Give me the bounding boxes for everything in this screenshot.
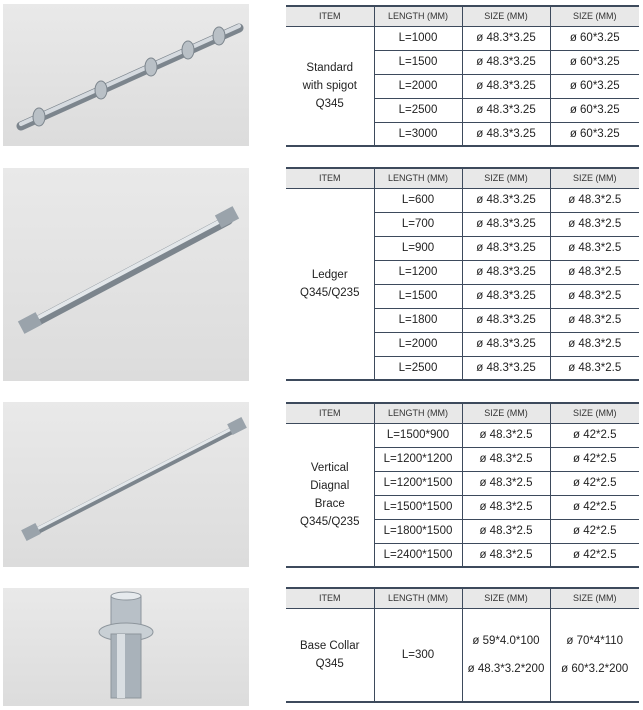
header-item: ITEM [286,168,374,188]
size-line: ø 59*4.0*100 [472,634,540,647]
item-name-line: Diagnal [310,479,350,492]
item-name-line: Base Collar [300,639,360,652]
length-cell: L=1500*1500 [374,495,462,519]
item-name-line: Q345/Q235 [300,286,360,299]
item-name-line: Standard [306,61,354,74]
standard-photo [3,4,249,146]
size2-cell: ø 42*2.5 [550,447,639,471]
size1-cell: ø 48.3*3.25 [462,74,550,98]
length-cell: L=1500 [374,284,462,308]
size1-cell: ø 48.3*3.25 [462,260,550,284]
length-cell: L=1500*900 [374,423,462,447]
size2-cell: ø 48.3*2.5 [550,212,639,236]
size2-cell: ø 48.3*2.5 [550,356,639,380]
table-header-row [286,6,639,26]
size2-cell: ø 48.3*2.5 [550,284,639,308]
standard-spec-table [286,5,639,147]
item-name-line: Vertical [310,461,349,474]
size2-cell: ø 48.3*2.5 [550,308,639,332]
vertical-diagnal-brace-photo [3,402,249,567]
length-cell: L=1200 [374,260,462,284]
length-cell: L=1800 [374,308,462,332]
size1-cell: ø 48.3*3.25 [462,26,550,50]
size1-cell: ø 48.3*2.5 [462,519,550,543]
item-name-cell [286,188,374,380]
header-item: ITEM [286,6,374,26]
size2-cell [550,608,639,702]
length-cell: L=2500 [374,356,462,380]
item-name-line: Q345 [315,97,344,110]
vertical-diagnal-brace-spec-table [286,402,639,568]
size-line: ø 60*3.2*200 [561,662,629,675]
size2-cell: ø 60*3.25 [550,122,639,146]
size2-cell: ø 48.3*2.5 [550,260,639,284]
header-length: LENGTH (MM) [374,168,462,188]
size2-cell: ø 42*2.5 [550,471,639,495]
item-name-cell [286,423,374,567]
size1-cell: ø 48.3*3.25 [462,236,550,260]
item-name-cell [286,608,374,702]
table-header-row [286,403,639,423]
ledger-spec-table [286,167,639,381]
size1-cell: ø 48.3*2.5 [462,447,550,471]
header-size: SIZE (MM) [462,6,550,26]
header-size: SIZE (MM) [462,403,550,423]
length-cell: L=2400*1500 [374,543,462,567]
table-header-row [286,588,639,608]
header-item: ITEM [286,403,374,423]
table-row [286,423,639,447]
size1-cell: ø 48.3*3.25 [462,308,550,332]
ledger-photo [3,168,249,381]
length-cell: L=1200*1500 [374,471,462,495]
header-length: LENGTH (MM) [374,588,462,608]
size1-cell: ø 48.3*2.5 [462,423,550,447]
header-size: SIZE (MM) [550,588,639,608]
size2-cell: ø 42*2.5 [550,519,639,543]
size1-cell: ø 48.3*2.5 [462,471,550,495]
length-cell: L=1200*1200 [374,447,462,471]
header-length: LENGTH (MM) [374,403,462,423]
item-name-cell [286,26,374,146]
item-name-line: Q345/Q235 [300,515,360,528]
size1-cell [462,608,550,702]
size2-cell: ø 42*2.5 [550,543,639,567]
header-size: SIZE (MM) [550,403,639,423]
size1-cell: ø 48.3*2.5 [462,543,550,567]
size1-cell: ø 48.3*3.25 [462,284,550,308]
item-name-line: Brace [314,497,345,510]
base-collar-spec-table [286,587,639,703]
item-name-line: Q345 [315,657,344,670]
size2-cell: ø 48.3*2.5 [550,332,639,356]
item-name-line: with spigot [302,79,357,92]
length-cell: L=2500 [374,98,462,122]
size1-cell: ø 48.3*3.25 [462,50,550,74]
size2-cell: ø 42*2.5 [550,495,639,519]
header-size: SIZE (MM) [550,6,639,26]
length-cell: L=3000 [374,122,462,146]
length-cell: L=700 [374,212,462,236]
size1-cell: ø 48.3*3.25 [462,188,550,212]
length-cell: L=1000 [374,26,462,50]
table-row [286,26,639,50]
size1-cell: ø 48.3*2.5 [462,495,550,519]
item-name-line: Ledger [311,268,348,281]
header-size: SIZE (MM) [550,168,639,188]
size2-cell: ø 48.3*2.5 [550,236,639,260]
length-cell: L=600 [374,188,462,212]
length-cell: L=2000 [374,332,462,356]
size1-cell: ø 48.3*3.25 [462,212,550,236]
length-cell: L=2000 [374,74,462,98]
size2-cell: ø 60*3.25 [550,26,639,50]
size1-cell: ø 48.3*3.25 [462,122,550,146]
size2-cell: ø 60*3.25 [550,50,639,74]
size2-cell: ø 42*2.5 [550,423,639,447]
length-cell: L=1800*1500 [374,519,462,543]
size1-cell: ø 48.3*3.25 [462,356,550,380]
base-collar-photo [3,588,249,706]
header-size: SIZE (MM) [462,588,550,608]
table-header-row [286,168,639,188]
size-line: ø 48.3*3.2*200 [467,662,545,675]
size2-cell: ø 48.3*2.5 [550,188,639,212]
table-row [286,608,639,702]
header-length: LENGTH (MM) [374,6,462,26]
table-row [286,188,639,212]
size-line: ø 70*4*110 [566,634,624,647]
size2-cell: ø 60*3.25 [550,74,639,98]
size1-cell: ø 48.3*3.25 [462,332,550,356]
length-cell: L=300 [374,608,462,702]
header-size: SIZE (MM) [462,168,550,188]
header-item: ITEM [286,588,374,608]
length-cell: L=900 [374,236,462,260]
size1-cell: ø 48.3*3.25 [462,98,550,122]
length-cell: L=1500 [374,50,462,74]
size2-cell: ø 60*3.25 [550,98,639,122]
